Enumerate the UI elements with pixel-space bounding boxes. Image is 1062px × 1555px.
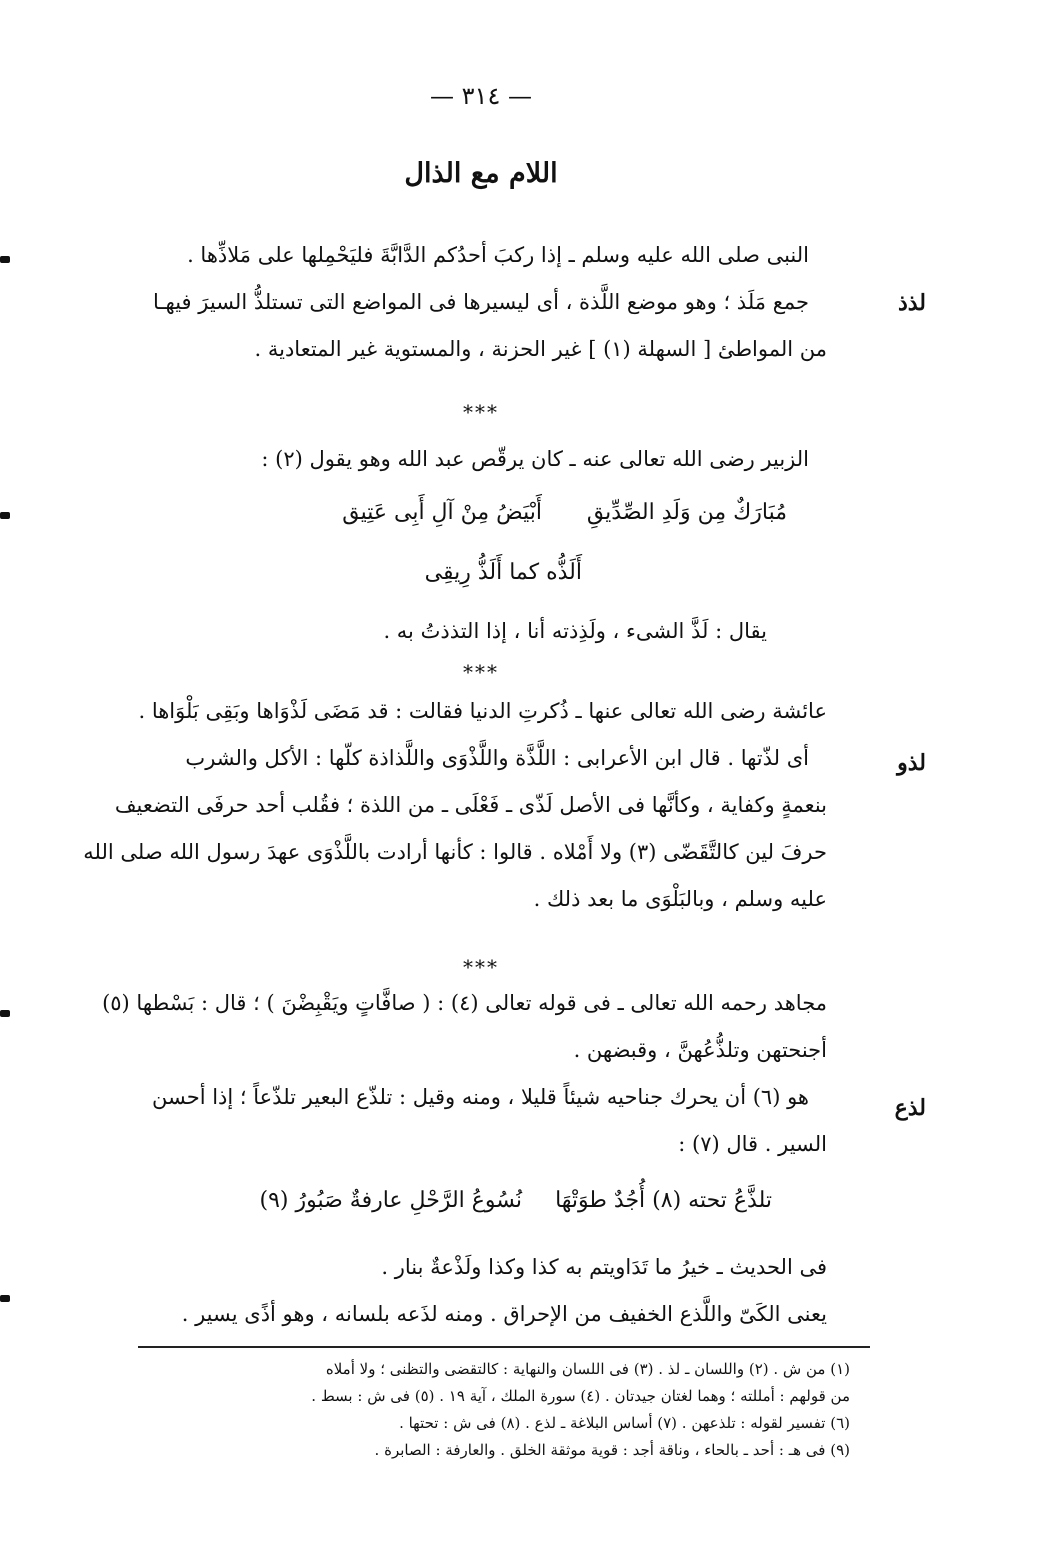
- page-number: — ٣١٤ —: [430, 82, 532, 110]
- entry-2-intro: [127, 436, 827, 483]
- verse-hemistich: تلذَّعُ تحته (٨) أُجُدٌ طوَتْهَا: [555, 1188, 772, 1213]
- scan-edge-mark: [0, 1295, 10, 1302]
- entry-line: مجاهد رحمه الله تعالى ـ فى قوله تعالى (٤) : ( صافَّاتٍ ويَقْبِضْنَ ) ؛ قال : بَسْطها (٥): [102, 991, 827, 1015]
- entry-line: الزبير رضى الله تعالى عنه ـ كان يرقّص عبد الله وهو يقول (٢) :: [261, 447, 809, 471]
- entry-line: النبى صلى الله عليه وسلم ـ إذا ركبَ أحدُكم الدَّابَّةَ فليَحْمِلها على مَلاذِّها .: [187, 243, 809, 267]
- scan-edge-mark: [0, 1010, 10, 1017]
- footnote-rule: [138, 1346, 870, 1348]
- margin-headword: لذو: [897, 750, 926, 776]
- entry-line: جمع مَلَذ ؛ وهو موضع اللَّذة ، أى ليسيرها فى المواضع التى تستلذُّ السيرَ فيهـا: [152, 290, 809, 314]
- margin-headword: لذذ: [897, 290, 926, 316]
- footnote-line: (١) من ش . (٢) واللسان ـ لذ . (٣) فى اللسان والنهاية : كالتقضى والتظنى ؛ ولا أملاه: [325, 1360, 850, 1378]
- footnote-line: من قولهم : أمللته ؛ وهما لغتان جيدتان . (٤) سورة الملك ، آية ١٩ . (٥) فى ش : بسط .: [311, 1387, 850, 1405]
- entry-line: هو (٦) أن يحرك جناحيه شيئاً قليلا ، ومنه وقيل : تلذّع البعير تلذّعاً ؛ إذا أحسن: [152, 1085, 809, 1109]
- section-separator: ***: [463, 400, 499, 424]
- entry-line: عليه وسلم ، وبالبَلْوَى ما بعد ذلك .: [533, 887, 827, 911]
- footnotes: [130, 1356, 850, 1464]
- section-separator: ***: [463, 660, 499, 684]
- entry-1: [127, 232, 827, 373]
- section-separator: ***: [463, 955, 499, 979]
- margin-headword: لذع: [894, 1095, 926, 1121]
- chapter-title: اللام مع الذال: [404, 158, 558, 189]
- entry-line: عائشة رضى الله تعالى عنها ـ ذُكرتِ الدنيا فقالت : قد مَضَى لَذْوَاها وبَقِى بَلْوَاها .: [138, 699, 827, 723]
- verse-hemistich: مُبَارَكٌ مِن وَلَدِ الصِّدِّيقِ: [586, 500, 787, 525]
- entry-line: أجنحتهن وتلذُّعُهنَّ ، وقبضهن .: [573, 1038, 827, 1062]
- entry-line: أى لذّتها . قال ابن الأعرابى : اللَّذَّة واللَّذْوَى واللَّذاذة كلّها : الأكل والشرب: [185, 746, 809, 770]
- scan-edge-mark: [0, 256, 10, 263]
- entry-line: بنعمةٍ وكفاية ، وكأنَّها فى الأصل لَذّى ـ فَعْلَى ـ من اللذة ؛ فقُلب أحد حرفَى التضعيف: [114, 793, 827, 817]
- entry-line: السير . قال (٧) :: [678, 1132, 827, 1156]
- verse-hemistich: أَبْيَضُ مِنْ آلِ أَبِى عَتِيق: [342, 500, 542, 525]
- footnote-line: (٩) فى هـ : أحد ـ بالحاء ، وناقة أجد : قوية موثقة الخلق . والعارفة : الصابرة .: [374, 1441, 850, 1459]
- entry-line: يعنى الكَىّ واللَّذع الخفيف من الإحراق . ومنه لذَعه بلسانه ، وهو أذًى يسير .: [181, 1302, 827, 1326]
- entry-3: [83, 688, 827, 923]
- verse-line: أَلَذُّه كما أَلَذُّ رِيقِى: [424, 560, 582, 585]
- entry-line: حرفَ لين كالتَّقَضّى (٣) ولا أَمْلاه . قالوا : كأنها أرادت باللَّذْوَى عهدَ رسول الله صلى الله: [83, 840, 827, 864]
- entry-line: من المواطئ [ السهلة (١) ] غير الحزنة ، والمستوية غير المتعادية .: [254, 337, 827, 361]
- entry-line: يقال : لَذَّ الشىء ، ولَذِذته أنا ، إذا التذذتُ به .: [383, 619, 767, 643]
- entry-4: [102, 980, 827, 1168]
- verse-hemistich: نُسُوعُ الرَّحْلِ عارفةٌ صَبُورُ (٩): [259, 1188, 522, 1213]
- entry-4-hadith: [127, 1244, 827, 1338]
- entry-2-explanation: [127, 608, 827, 655]
- entry-line: فى الحديث ـ خيرُ ما تَدَاويتم به كذا وكذا ولَذْعةٌ بنار .: [381, 1255, 827, 1279]
- scan-edge-mark: [0, 512, 10, 519]
- footnote-line: (٦) تفسير لقوله : تلذعهن . (٧) أساس البلاغة ـ لذع . (٨) فى ش : تحتها .: [399, 1414, 850, 1432]
